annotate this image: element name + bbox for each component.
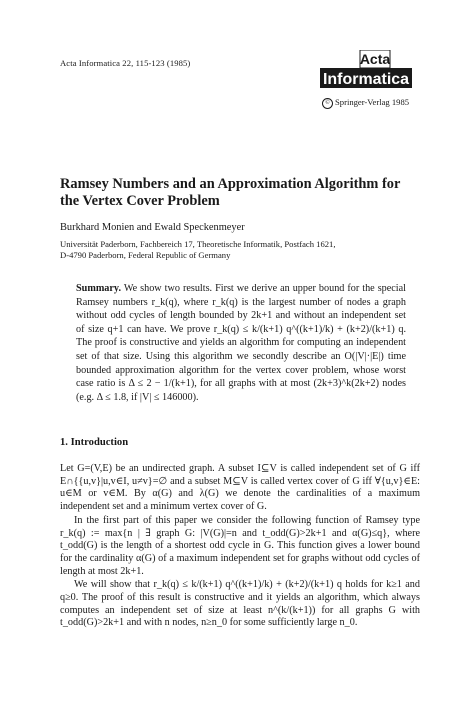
journal-reference: Acta Informatica 22, 115-123 (1985) [60,58,191,68]
affiliation-line-2: D-4790 Paderborn, Federal Republic of Germany [60,250,231,260]
author-affiliation [60,239,430,261]
copyright-notice [322,97,409,109]
paper-authors: Burkhard Monien and Ewald Speckenmeyer [60,222,245,233]
svg-text:Informatica: Informatica [323,71,410,88]
acta-informatica-logo [320,50,412,94]
abstract [76,282,406,404]
svg-text:Acta: Acta [359,51,391,67]
intro-paragraph-1: Let G=(V,E) be an undirected graph. A subset I⊆V is called independent set of G iff E∩{{u,v}|u,v∈I, u≠v}=∅ and a subset M⊆V is called vertex cover of G iff ∀{u,v}∈E: u∈M or v∈M. By α(G) and λ(G) we denote the cardinalities of a maximum independent set and a minimum vertex cover of G. [60,463,420,513]
affiliation-line-1: Universität Paderborn, Fachbereich 17, Theoretische Informatik, Postfach 1621, [60,239,336,249]
abstract-text: We show two results. First we derive an upper bound for the special Ramsey numbers r_k(q), where r_k(q) is the largest number of nodes a graph without odd cycles of length bounded by 2k+1 and without an independent set of size q+1 can have. We prove r_k(q) ≤ k/(k+1) q^((k+1)/k) + (k+2)/(k+1) q. The proof is constructive and yields an algorithm for computing an independent set of that size. Using this algorithm we secondly describe an O(|V|·|E|) time bounded approximation algorithm for the vertex cover problem, whose worst case ratio is Δ ≤ 2 − 1/(k+1), for all graphs with at most (2k+3)^k(2k+2) nodes (e.g. Δ ≤ 1.8, if |V| ≤ 146000). [76,283,406,403]
intro-paragraph-2: In the first part of this paper we consider the following function of Ramsey type r_k(q) := max{n | ∃ graph G: |V(G)|=n and t_odd(G)>2k+1 and α(G)≤q}, where t_odd(G) is the length of a shortest odd cycle in G. This function gives a lower bound for the cardinality α(G) of a maximum independent set for graphs without odd cycles of length at most 2k+1. [60,514,420,577]
paper-title: Ramsey Numbers and an Approximation Algorithm for the Vertex Cover Problem [60,176,401,209]
abstract-label: Summary. [76,283,121,294]
introduction-body [60,463,420,630]
intro-paragraph-3: We will show that r_k(q) ≤ k/(k+1) q^((k+1)/k) + (k+2)/(k+1) q holds for k≥1 and q≥0. The proof of this result is constructive and it yields an algorithm, which always computes an independent set of size at least n^(k/(k+1)) for all graphs G with t_odd(G)>2k+1 and with n nodes, n≥n_0 for some sufficiently large n_0. [60,579,420,629]
section-heading: 1. Introduction [60,437,129,448]
copyright-text: Springer-Verlag 1985 [335,97,410,107]
copyright-symbol: © [322,98,333,109]
